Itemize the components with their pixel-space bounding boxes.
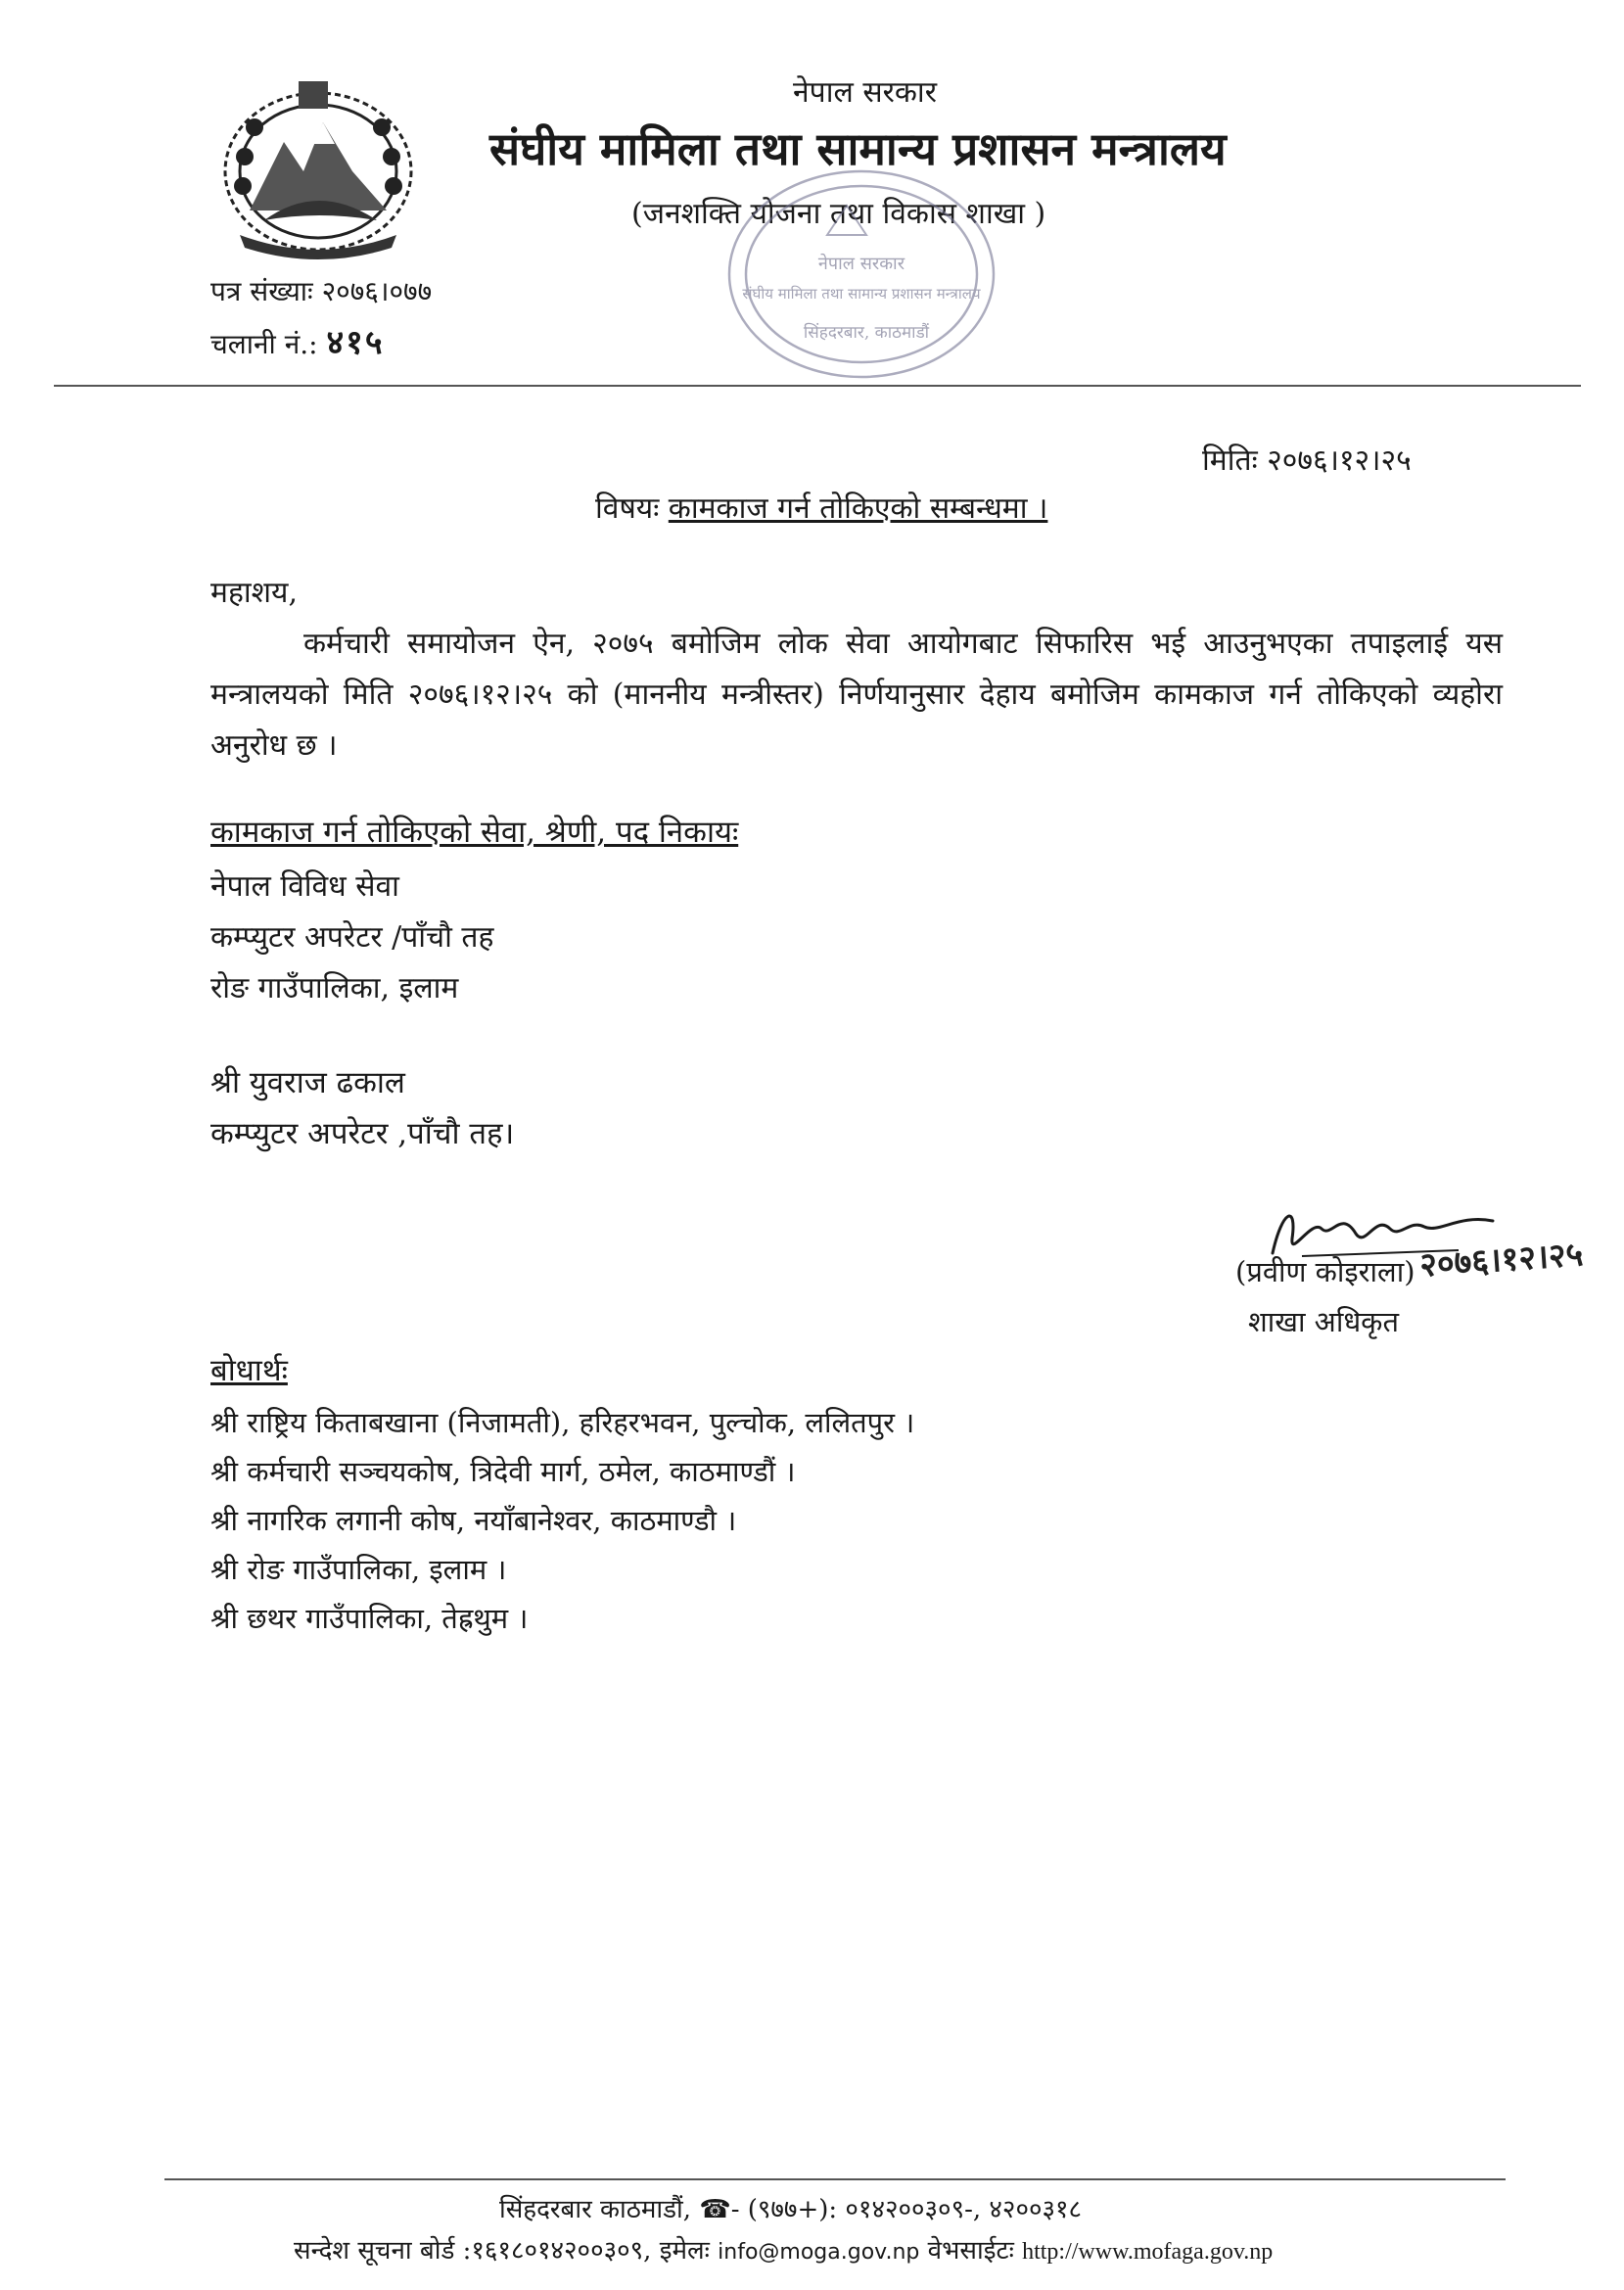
footer-contact-line bbox=[294, 2231, 1273, 2267]
stamp-line-1: नेपाल सरकार bbox=[817, 254, 905, 274]
footer-address-line bbox=[499, 2190, 1082, 2225]
list-item: श्री रोङ गाउँपालिका, इलाम । bbox=[210, 1553, 507, 1586]
signature-date: २०७६।१२।२५ bbox=[1417, 1235, 1585, 1285]
stamp-line-3: सिंहदरबार, काठमाडौं bbox=[803, 323, 930, 343]
body-paragraph: कर्मचारी समायोजन ऐन, २०७५ बमोजिम लोक सेवा आयोगबाट सिफारिस भई आउनुभएका तपाइलाई यस मन्त्रालयको मिति २०७६।१२।२५ को (माननीय मन्त्रीस्तर) निर्णयानुसार देहाय बमोजिम कामकाज गर्न तोकिएको व्यहोरा अनुरोध छ । bbox=[210, 627, 1503, 763]
assignment-service: नेपाल विविध सेवा bbox=[210, 869, 399, 904]
assignment-list bbox=[210, 862, 493, 1014]
subject-text: कामकाज गर्न तोकिएको सम्बन्धमा । bbox=[668, 491, 1048, 526]
footer-divider bbox=[164, 2178, 1506, 2180]
subject-line bbox=[595, 487, 1047, 527]
letter-number-value: २०७६।०७७ bbox=[321, 275, 433, 307]
list-item: श्री कर्मचारी सञ्चयकोष, त्रिदेवी मार्ग, ठमेल, काठमाण्डौं । bbox=[210, 1455, 796, 1488]
letter-number bbox=[210, 266, 432, 317]
branch-name: (जनशक्ति योजना तथा विकास शाखा ) bbox=[631, 197, 1046, 231]
footer-board: १६१८०१४२००३०९, bbox=[471, 2236, 652, 2266]
signatory-name: (प्रवीण कोइराला) bbox=[1235, 1255, 1415, 1288]
footer-email-label: इमेलः bbox=[659, 2236, 710, 2266]
footer-website: http://www.mofaga.gov.np bbox=[1022, 2239, 1274, 2265]
list-item: श्री नागरिक लगानी कोष, नयाँबानेश्वर, काठमाण्डौ । bbox=[210, 1504, 737, 1537]
list-item: श्री छथर गाउँपालिका, तेह्रथुम । bbox=[210, 1602, 529, 1635]
footer-phone: ०१४२००३०९-, ४२००३१८ bbox=[845, 2195, 1083, 2224]
dispatch-number-label: चलानी नं.: bbox=[210, 328, 318, 360]
reference-block bbox=[210, 266, 432, 370]
footer-board-label: सन्देश सूचना बोर्ड : bbox=[294, 2236, 472, 2266]
ministry-name: संघीय मामिला तथा सामान्य प्रशासन मन्त्रालय bbox=[489, 122, 1227, 175]
letter-date: मितिः २०७६।१२।२५ bbox=[1202, 444, 1412, 478]
header-divider bbox=[54, 385, 1581, 387]
addressee-block bbox=[210, 1057, 514, 1159]
dispatch-number bbox=[210, 317, 432, 370]
addressee-name: श्री युवराज ढकाल bbox=[210, 1065, 405, 1100]
footer-address: सिंहदरबार काठमाडौं, bbox=[499, 2195, 692, 2224]
footer-email: info@moga.gov.np bbox=[718, 2240, 920, 2265]
footer-website-label: वेभसाईटः bbox=[927, 2236, 1014, 2266]
list-item: श्री राष्ट्रिय किताबखाना (निजामती), हरिहरभवन, पुल्चोक, ललितपुर । bbox=[210, 1406, 915, 1439]
footer-phone-label: ☎- (९७७+): bbox=[699, 2195, 838, 2224]
bodharth-heading: बोधार्थः bbox=[210, 1353, 288, 1388]
assignment-post: कम्प्युटर अपरेटर /पाँचौ तह bbox=[210, 920, 494, 955]
nepal-emblem-icon bbox=[206, 64, 431, 259]
assignment-heading: कामकाज गर्न तोकिएको सेवा, श्रेणी, पद निकायः bbox=[210, 815, 739, 850]
greeting: महाशय, bbox=[210, 576, 298, 610]
subject-label: विषयः bbox=[595, 491, 660, 526]
stamp-line-2: संघीय मामिला तथा सामान्य प्रशासन मन्त्रालय bbox=[742, 285, 981, 303]
bodharth-list bbox=[210, 1398, 914, 1643]
addressee-post: कम्प्युटर अपरेटर ,पाँचौ तह। bbox=[210, 1116, 515, 1151]
dispatch-number-value: ४१५ bbox=[326, 323, 385, 362]
letter-number-label: पत्र संख्याः bbox=[210, 275, 313, 307]
government-name: नेपाल सरकार bbox=[793, 75, 937, 110]
assignment-office: रोङ गाउँपालिका, इलाम bbox=[210, 971, 459, 1005]
office-stamp bbox=[719, 162, 1003, 387]
signatory-title: शाखा अधिकृत bbox=[1248, 1305, 1399, 1338]
